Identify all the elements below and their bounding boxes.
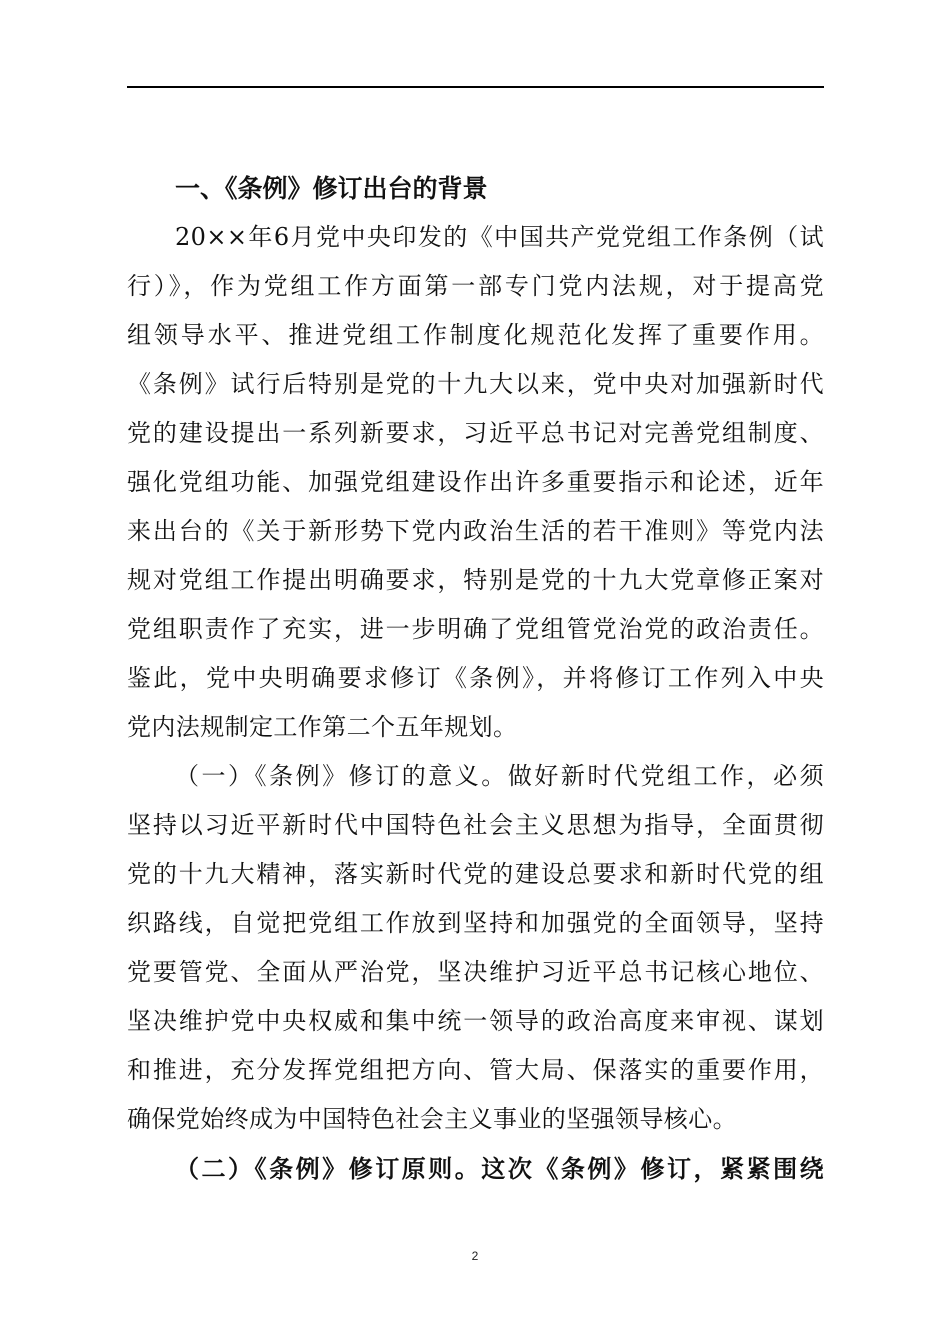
page-number: 2 [471, 1249, 479, 1263]
text-line: 《条例》试行后特别是党的十九大以来，党中央对加强新时代 [127, 370, 824, 398]
text-line: 鉴此，党中央明确要求修订《条例》，并将修订工作列入中央 [127, 664, 824, 692]
text-line: 党组职责作了充实，进一步明确了党组管党治党的政治责任。 [127, 615, 824, 643]
text-line: 强化党组功能、加强党组建设作出许多重要指示和论述，近年 [127, 468, 824, 496]
text-line: （二）《条例》修订原则。这次《条例》修订，紧紧围绕 [175, 1154, 824, 1183]
text-line: 来出台的《关于新形势下党内政治生活的若干准则》等党内法 [127, 517, 824, 545]
header-rule [127, 86, 824, 88]
paragraph-significance [127, 752, 824, 1144]
text-line: 行）》，作为党组工作方面第一部专门党内法规，对于提高党 [127, 272, 824, 300]
paragraph-principles [127, 1144, 824, 1193]
text-line: 坚决维护党中央权威和集中统一领导的政治高度来审视、谋划 [127, 1007, 824, 1035]
text-line: 20××年6月党中央印发的《中国共产党党组工作条例（试 [175, 223, 824, 251]
text-line: 规对党组工作提出明确要求，特别是党的十九大党章修正案对 [127, 566, 824, 594]
section-heading: 一、《条例》修订出台的背景 [175, 174, 488, 203]
text-line: 织路线，自觉把党组工作放到坚持和加强党的全面领导，坚持 [127, 909, 824, 937]
text-line: 和推进，充分发挥党组把方向、管大局、保落实的重要作用， [127, 1056, 824, 1084]
text-line: 坚持以习近平新时代中国特色社会主义思想为指导，全面贯彻 [127, 811, 824, 839]
text-line: 确保党始终成为中国特色社会主义事业的坚强领导核心。 [127, 1105, 737, 1133]
document-body [127, 164, 824, 1193]
text-line: 组领导水平、推进党组工作制度化规范化发挥了重要作用。 [127, 321, 824, 349]
text-line: 党的建设提出一系列新要求，习近平总书记对完善党组制度、 [127, 419, 824, 447]
text-line: 党内法规制定工作第二个五年规划。 [127, 713, 518, 741]
text-line: 党的十九大精神，落实新时代党的建设总要求和新时代党的组 [127, 860, 824, 888]
paragraph-background [127, 213, 824, 752]
text-line: 党要管党、全面从严治党，坚决维护习近平总书记核心地位、 [127, 958, 824, 986]
text-line: （一）《条例》修订的意义。做好新时代党组工作，必须 [175, 762, 824, 790]
